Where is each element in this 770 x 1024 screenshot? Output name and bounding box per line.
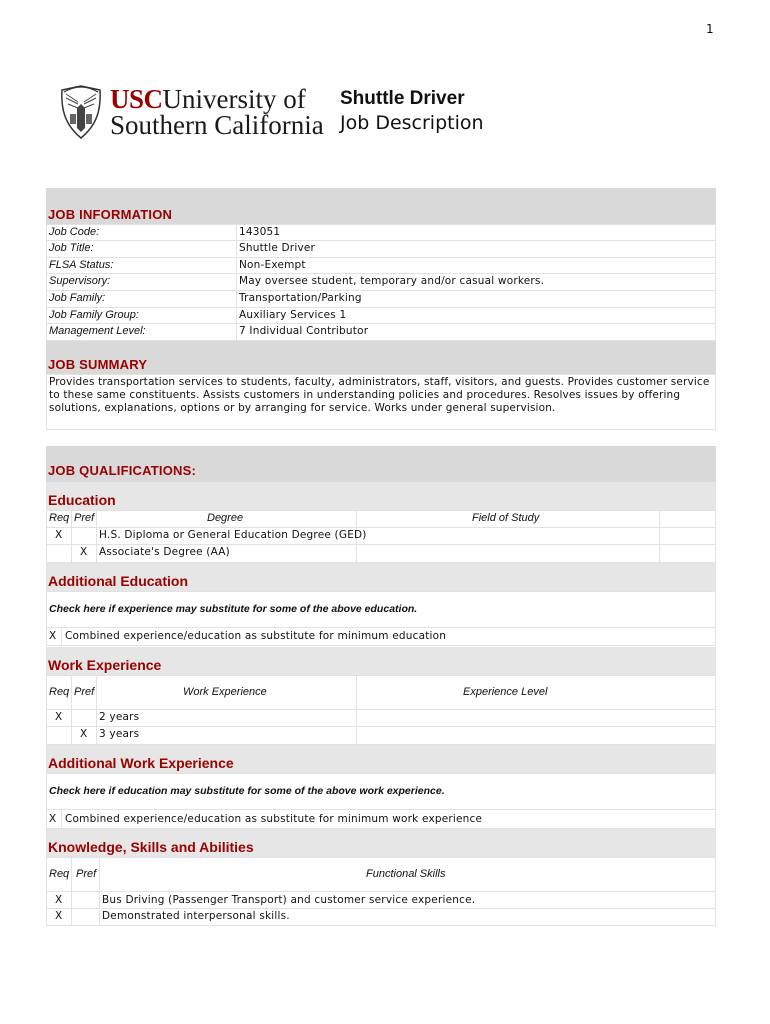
work-experience-header: Work Experience xyxy=(183,686,267,698)
education-req-header: Req xyxy=(49,512,70,524)
work-row2-pref: X xyxy=(80,728,88,740)
education-degree-header: Degree xyxy=(207,512,244,524)
work-req-header: Req xyxy=(49,686,70,698)
education-row1-req: X xyxy=(55,529,63,541)
job-information-heading: JOB INFORMATION xyxy=(48,207,173,222)
job-description-heading: Job Description xyxy=(340,112,484,134)
flsa-status-value: Non-Exempt xyxy=(239,259,306,271)
additional-work-mark: X xyxy=(49,813,57,825)
page-number: 1 xyxy=(706,22,714,36)
education-heading: Education xyxy=(48,492,116,508)
functional-skills-header: Functional Skills xyxy=(366,868,446,880)
job-family-group-value: Auxiliary Services 1 xyxy=(239,309,347,321)
education-band xyxy=(46,482,716,510)
job-summary-heading: JOB SUMMARY xyxy=(48,357,148,372)
ksa-row2-skill: Demonstrated interpersonal skills. xyxy=(102,910,290,922)
ksa-heading: Knowledge, Skills and Abilities xyxy=(48,839,254,855)
job-qualifications-heading: JOB QUALIFICATIONS: xyxy=(48,463,196,478)
ksa-row1-skill: Bus Driving (Passenger Transport) and customer service experience. xyxy=(102,894,476,906)
additional-work-item: Combined experience/education as substitute for minimum work experience xyxy=(65,813,483,825)
additional-education-check-text: Check here if experience may substitute for some of the above education. xyxy=(49,603,418,615)
work-pref-header: Pref xyxy=(74,686,95,698)
experience-level-header: Experience Level xyxy=(463,686,548,698)
additional-education-mark: X xyxy=(49,630,57,642)
logo-usc: USC xyxy=(110,84,163,114)
work-experience-heading: Work Experience xyxy=(48,657,162,673)
job-code-value: 143051 xyxy=(239,226,281,238)
job-family-value: Transportation/Parking xyxy=(239,292,362,304)
job-title-value: Shuttle Driver xyxy=(239,242,316,254)
job-family-label: Job Family: xyxy=(49,292,106,304)
education-field-header: Field of Study xyxy=(472,512,540,524)
additional-work-heading: Additional Work Experience xyxy=(48,755,234,771)
management-level-value: 7 Individual Contributor xyxy=(239,325,369,337)
flsa-status-label: FLSA Status: xyxy=(49,259,114,271)
education-pref-header: Pref xyxy=(74,512,95,524)
work-row1-req: X xyxy=(55,711,63,723)
ksa-req-header: Req xyxy=(49,868,70,880)
job-code-label: Job Code: xyxy=(49,226,100,238)
supervisory-label: Supervisory: xyxy=(49,275,111,287)
job-title-label: Job Title: xyxy=(49,242,94,254)
work-row1-years: 2 years xyxy=(99,711,140,723)
job-title-heading: Shuttle Driver xyxy=(340,88,465,109)
usc-logo xyxy=(58,84,328,142)
work-row2-years: 3 years xyxy=(99,728,140,740)
ksa-row1-req: X xyxy=(55,894,63,906)
management-level-label: Management Level: xyxy=(49,325,146,337)
usc-seal-icon xyxy=(58,84,104,140)
work-experience-table xyxy=(46,675,716,745)
additional-work-check-text: Check here if education may substitute for some of the above work experience. xyxy=(49,785,445,797)
logo-line1 xyxy=(110,86,306,113)
education-row2-degree: Associate's Degree (AA) xyxy=(99,546,230,558)
logo-line2: Southern California xyxy=(110,110,324,140)
job-family-group-label: Job Family Group: xyxy=(49,309,139,321)
ksa-pref-header: Pref xyxy=(76,868,97,880)
additional-education-heading: Additional Education xyxy=(48,573,188,589)
logo-university-of: University of xyxy=(162,84,306,114)
education-row1-degree: H.S. Diploma or General Education Degree (GED) xyxy=(99,529,367,541)
education-row2-pref: X xyxy=(80,546,88,558)
additional-education-item: Combined experience/education as substitute for minimum education xyxy=(65,630,447,642)
supervisory-value: May oversee student, temporary and/or casual workers. xyxy=(239,275,545,287)
ksa-row2-req: X xyxy=(55,910,63,922)
job-summary-text: Provides transportation services to students, faculty, administrators, staff, visitors, and guests. Provides customer service to these same constituents. Assists customers in understanding policies and procedures. Resolves issues by offering solutions, explanations, options or by arranging for service. Works under general supervision. xyxy=(49,376,710,414)
